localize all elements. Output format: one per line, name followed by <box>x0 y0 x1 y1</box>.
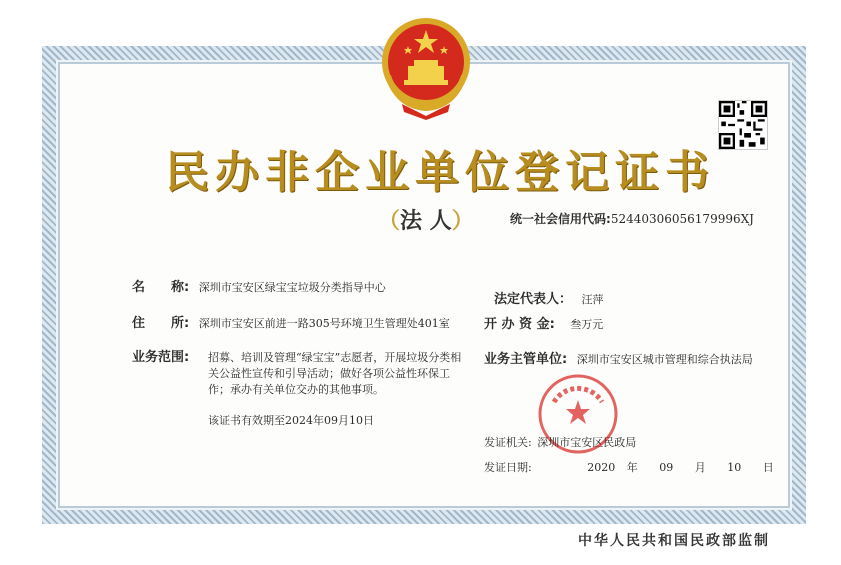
issue-date-year-unit: 年 <box>626 461 638 474</box>
address-label: 住 所: <box>132 316 190 331</box>
issue-date-year: 2020 <box>587 461 616 474</box>
capital-row <box>484 313 603 332</box>
address-value: 深圳市宝安区前进一路305号环境卫生管理处401室 <box>198 317 450 330</box>
subtitle-open-paren: （ <box>378 209 401 234</box>
authority-value: 深圳市宝安区城市管理和综合执法局 <box>576 353 753 366</box>
scope-row <box>132 346 189 365</box>
subtitle-text: 法 人 <box>400 209 452 234</box>
name-label: 名 称: <box>132 280 190 295</box>
scope-value: 招募、培训及管理“绿宝宝”志愿者，开展垃圾分类相关公益性宣传和引导活动；做好各项公益性环保工作；承办有关单位交办的其他事项。 <box>208 351 462 396</box>
issue-date-row <box>484 459 774 475</box>
name-value: 深圳市宝安区绿宝宝垃圾分类指导中心 <box>198 281 386 294</box>
issuer-label: 发证机关: <box>484 436 532 449</box>
capital-label: 开 办 资 金: <box>484 317 555 332</box>
issue-date-day-unit: 日 <box>762 461 774 474</box>
name-row <box>132 276 386 295</box>
ucc-label: 统一社会信用代码: <box>510 212 611 226</box>
issue-date-month-unit: 月 <box>694 461 706 474</box>
legal-rep-value: 汪萍 <box>581 293 604 306</box>
legal-rep-label: 法定代表人： <box>494 292 573 307</box>
issue-date-month: 09 <box>659 461 674 474</box>
ministry-footer: 中华人民共和国民政部监制 <box>578 533 770 549</box>
national-emblem-icon <box>378 16 474 120</box>
validity-text: 该证书有效期至2024年09月10日 <box>208 414 374 427</box>
capital-value: 叁万元 <box>570 318 604 331</box>
authority-label: 业务主管单位: <box>484 352 568 367</box>
issuer-value: 深圳市宝安区民政局 <box>537 436 637 449</box>
issue-date-day: 10 <box>727 461 742 474</box>
unified-credit-code <box>510 210 754 227</box>
certificate-subtitle <box>378 204 474 235</box>
issue-date-label: 发证日期: <box>484 461 532 474</box>
scope-label: 业务范围: <box>132 350 190 365</box>
ucc-value: 52440306056179996XJ <box>610 212 754 226</box>
authority-row <box>484 348 753 367</box>
subtitle-close-paren: ） <box>451 209 474 234</box>
legal-rep-row <box>494 288 604 307</box>
issuer-row <box>484 434 636 450</box>
certificate-title: 民办非企业单位登记证书 <box>165 147 715 198</box>
address-row <box>132 312 450 331</box>
